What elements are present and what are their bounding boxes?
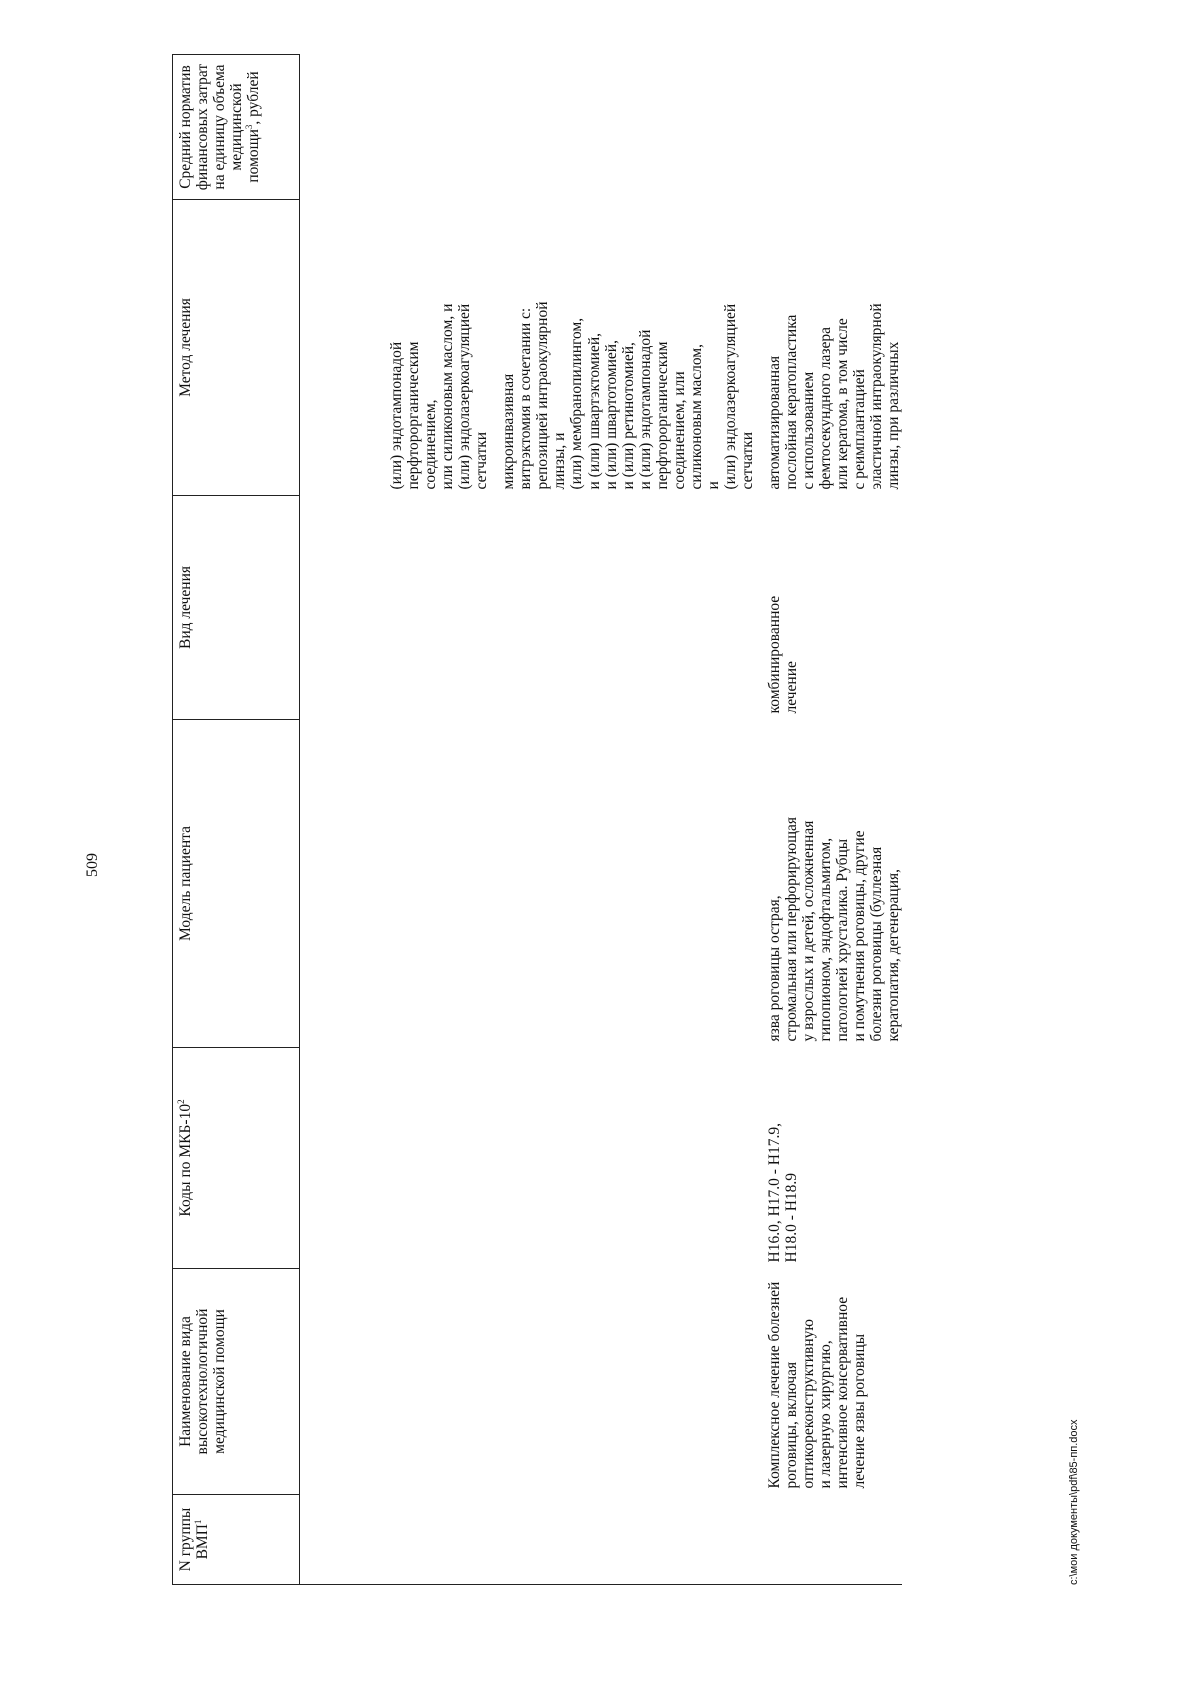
cell-cost	[756, 55, 902, 200]
vmp-table	[172, 54, 902, 1585]
cell-model: язва роговицы острая, стромальная или перфорирующая у взрослых и детей, осложненная гипопионом, эндофтальмитом, патологией хрусталика. Рубцы и помутнения роговицы, другие болезни роговицы (буллезная кератопатия, дегенерация,	[765, 816, 903, 1042]
cell-group	[756, 1495, 902, 1585]
cell-name	[490, 1269, 756, 1495]
cell-codes	[490, 1048, 756, 1269]
table-header-row	[173, 55, 300, 1585]
cell-group	[490, 1495, 756, 1585]
cell-treatment	[300, 496, 491, 720]
header-group-number: N группы ВМП$^1$	[173, 1495, 300, 1585]
cell-cost	[300, 55, 491, 200]
cell-treatment	[490, 496, 756, 720]
cell-method: (или) эндотампонадой перфторорганическим соединением, или силиконовым маслом, и (или) эндолазеркоагуляцией сетчатки	[388, 303, 491, 490]
page-number: 509	[84, 853, 101, 877]
vmp-table-container	[172, 55, 902, 1585]
header-treatment-method: Метод лечения	[173, 200, 300, 496]
table-row	[756, 55, 902, 1585]
cell-name	[300, 1269, 491, 1495]
cell-model	[300, 720, 491, 1048]
cell-name: Комплексное лечение болезней роговицы, включая оптикореконструктивную и лазерную хирургию, интенсивное консервативное лечение язвы роговицы	[765, 1281, 869, 1489]
header-average-cost: Средний норматив финансовых затрат на единицу объема медицинской помощи$^3$, рублей	[173, 55, 300, 200]
header-patient-model: Модель пациента	[173, 720, 300, 1048]
header-vmp-name: Наименование вида высокотехнологичной медицинской помощи	[173, 1269, 300, 1495]
header-icd-codes: Коды по МКБ-$10^2$	[173, 1048, 300, 1269]
header-treatment-type: Вид лечения	[173, 496, 300, 720]
cell-codes: H16.0, H17.0 - H17.9, H18.0 - H18.9	[765, 1123, 801, 1263]
table-row	[490, 55, 756, 1585]
cell-method: автоматизированная послойная кератопластика с использованием фемтосекундного лазера или кератома, в том числе с реимплантацией эластичной интраокулярной линзы, при различных	[765, 303, 903, 490]
footer-file-path: c:\мои документы\pdf\85-пп.docx	[1068, 1419, 1080, 1585]
cell-group	[300, 1495, 491, 1585]
cell-model	[490, 720, 756, 1048]
table-row	[300, 55, 491, 1585]
cell-method: микроинвазивная витрэктомия в сочетании с: репозицией интраокулярной линзы, и (или) мембранопилингом, и (или) швартэктомией, и (или) швартотомией, и (или) ретинотомией, и (или) эндотампонадой перфторорганическим соединением, или силиконовым маслом, и (или) эндолазеркоагуляцией сетчатки	[500, 301, 756, 490]
cell-cost	[490, 55, 756, 200]
cell-codes	[300, 1048, 491, 1269]
cell-treatment: комбинированное лечение	[765, 595, 801, 714]
